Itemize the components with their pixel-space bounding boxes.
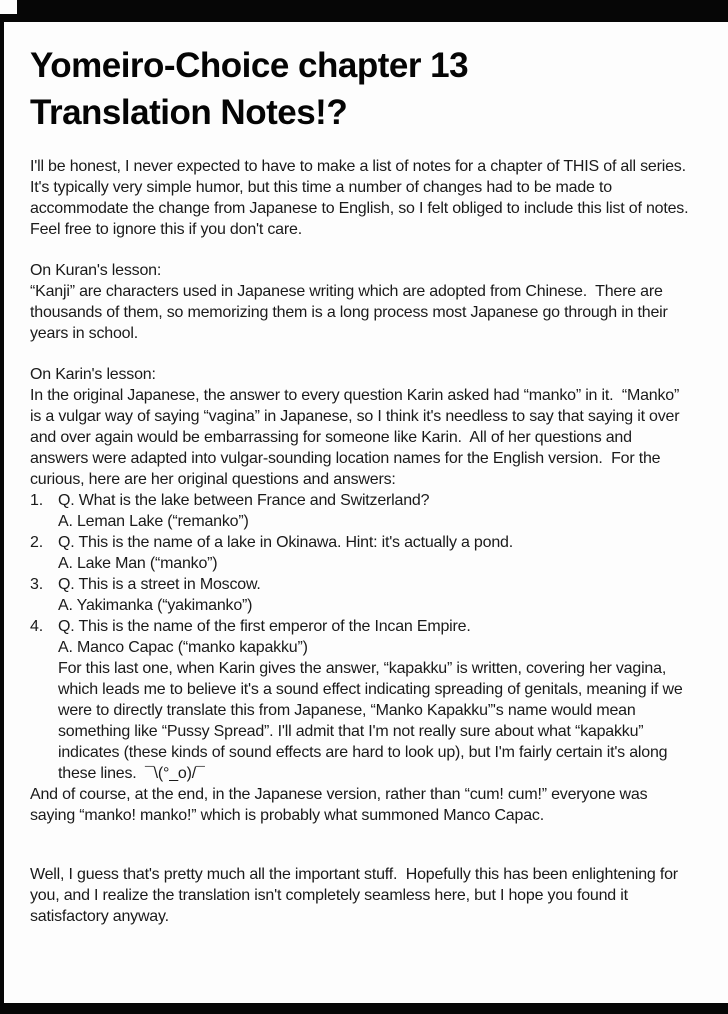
karin-section xyxy=(30,364,692,490)
karin-lesson-body: In the original Japanese, the answer to every question Karin asked had “manko” in it. “Manko” is a vulgar way of saying “vagina” in Japanese, so I think it's needless to say that saying it over and over again would be embarrassing for someone like Karin. All of her questions and answers were adapted into vulgar-sounding location names for the English version. For the curious, here are her original questions and answers: xyxy=(30,387,684,488)
qa-list xyxy=(30,490,692,784)
qa-note: For this last one, when Karin gives the answer, “kapakku” is written, covering her vagina, which leads me to believe it's a sound effect indicating spreading of genitals, meaning if we were to directly translate this from Japanese, “Manko Kapakku”'s name would mean something like “Pussy Spread”. I'll admit that I'm not really sure about what “kapakku” indicates (these kinds of sound effects are hard to look up), but I'm fairly certain it's along these lines. ¯\(°_o)/¯ xyxy=(58,660,687,782)
qa-number: 1. xyxy=(30,492,43,509)
qa-question: Q. What is the lake between France and Switzerland? xyxy=(58,492,430,509)
closing-paragraph: Well, I guess that's pretty much all the important stuff. Hopefully this has been enlightening for you, and I realize the translation isn't completely seamless here, but I hope you found it satisfactory anyway. xyxy=(30,866,683,925)
qa-answer: A. Manco Capac (“manko kapakku”) xyxy=(58,639,308,656)
qa-number: 4. xyxy=(30,618,43,635)
qa-answer: A. Lake Man (“manko”) xyxy=(58,555,218,572)
qa-number: 2. xyxy=(30,534,43,551)
after-list-paragraph: And of course, at the end, in the Japanese version, rather than “cum! cum!” everyone was saying “manko! manko!” which is probably what summoned Manco Capac. xyxy=(30,786,652,824)
karin-lesson-heading: On Karin's lesson: xyxy=(30,366,156,383)
qa-item-1 xyxy=(30,490,692,532)
left-border-line xyxy=(0,0,4,1014)
qa-question: Q. This is the name of the first emperor of the Incan Empire. xyxy=(58,618,471,635)
page-title xyxy=(30,42,692,136)
bottom-border-bar xyxy=(0,1003,728,1014)
qa-answer: A. Yakimanka (“yakimanko”) xyxy=(58,597,253,614)
qa-item-3 xyxy=(30,574,692,616)
qa-answer: A. Leman Lake (“remanko”) xyxy=(58,513,249,530)
intro-paragraph: I'll be honest, I never expected to have to make a list of notes for a chapter of THIS of all series. It's typically very simple humor, but this time a number of changes had to be made to accommodate the change from Japanese to English, so I felt obliged to include this list of notes. Feel free to ignore this if you don't care. xyxy=(30,158,697,238)
notes-content xyxy=(30,42,697,927)
title-line-1: Yomeiro-Choice chapter 13 xyxy=(30,46,469,85)
qa-item-4 xyxy=(30,616,692,784)
top-border-bar xyxy=(0,0,728,22)
title-line-2: Translation Notes!? xyxy=(30,93,348,132)
qa-question: Q. This is a street in Moscow. xyxy=(58,576,261,593)
top-left-notch xyxy=(0,0,17,14)
kuran-section xyxy=(30,260,692,344)
qa-number: 3. xyxy=(30,576,43,593)
kuran-lesson-body: “Kanji” are characters used in Japanese writing which are adopted from Chinese. There are thousands of them, so memorizing them is a long process most Japanese go through in their years in school. xyxy=(30,283,672,342)
qa-item-2 xyxy=(30,532,692,574)
qa-question: Q. This is the name of a lake in Okinawa. Hint: it's actually a pond. xyxy=(58,534,513,551)
kuran-lesson-heading: On Kuran's lesson: xyxy=(30,262,162,279)
